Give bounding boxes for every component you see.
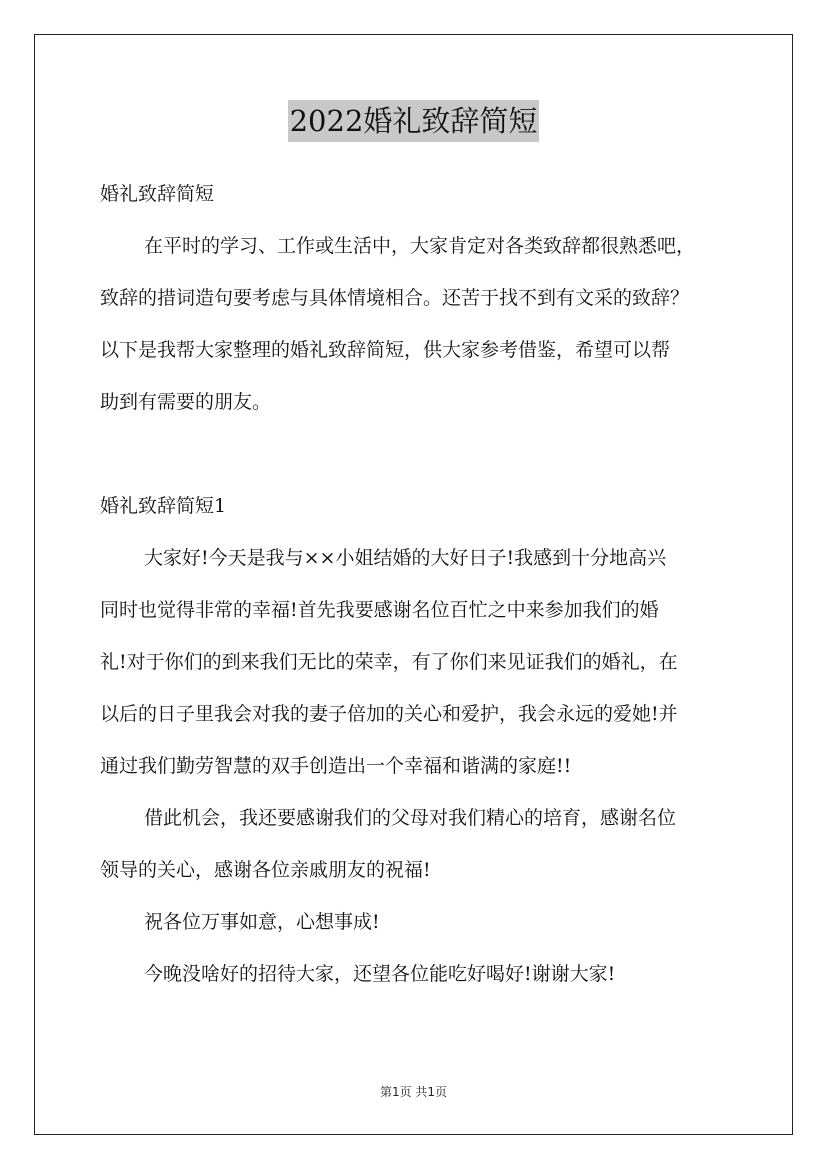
document-body: [100, 168, 730, 1000]
document-title: 2022婚礼致辞简短: [288, 100, 540, 142]
paragraph-line: 通过我们勤劳智慧的双手创造出一个幸福和谐满的家庭!!: [100, 755, 572, 777]
paragraph-line: 以后的日子里我会对我的妻子倍加的关心和爱护，我会永远的爱她!并: [100, 703, 678, 725]
paragraph-line: 领导的关心，感谢各位亲戚朋友的祝福!: [100, 859, 431, 881]
paragraph-line: 礼!对于你们的到来我们无比的荣幸，有了你们来见证我们的婚礼，在: [100, 651, 678, 673]
section-heading: 婚礼致辞简短: [100, 183, 215, 205]
paragraph-line: 借此机会，我还要感谢我们的父母对我们精心的培育，感谢名位: [144, 807, 677, 829]
spacer: [100, 428, 730, 480]
page-footer: 第1页 共1页: [379, 1085, 448, 1099]
paragraph-line: 今晚没啥好的招待大家，还望各位能吃好喝好!谢谢大家!: [144, 963, 616, 985]
intro-line: 在平时的学习、工作或生活中，大家肯定对各类致辞都很熟悉吧，: [144, 235, 696, 257]
title-container: [0, 100, 827, 142]
paragraph-line: 祝各位万事如意，心想事成!: [144, 911, 380, 933]
intro-line: 致辞的措词造句要考虑与具体情境相合。还苦于找不到有文采的致辞？: [100, 287, 690, 309]
section-heading: 婚礼致辞简短1: [100, 495, 227, 517]
paragraph-line: 同时也觉得非常的幸福!首先我要感谢名位百忙之中来参加我们的婚: [100, 599, 659, 621]
intro-line: 以下是我帮大家整理的婚礼致辞简短，供大家参考借鉴，希望可以帮: [100, 339, 671, 361]
paragraph-line: 大家好!今天是我与××小姐结婚的大好日子!我感到十分地高兴: [144, 547, 667, 569]
intro-line: 助到有需要的朋友。: [100, 391, 272, 413]
